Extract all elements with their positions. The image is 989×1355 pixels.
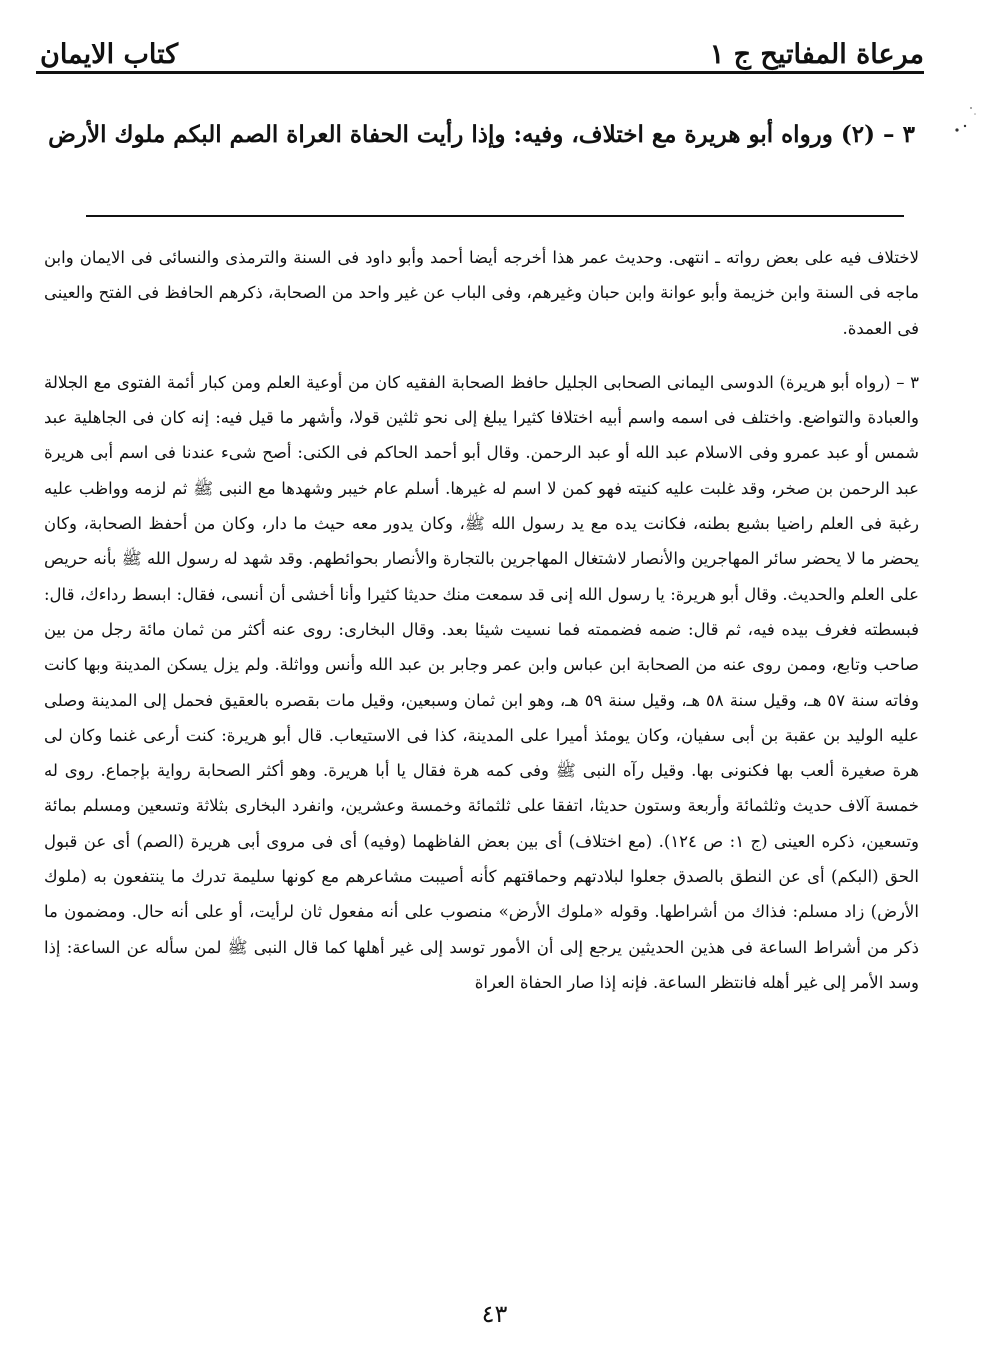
margin-specks — [951, 100, 981, 144]
hadith-text: ٣ – (٢) ورواه أبو هريرة مع اختلاف، وفيه: وإذا رأيت الحفاة العراة الصم البكم ملوك الأرض — [48, 121, 915, 148]
running-header — [40, 22, 924, 70]
hadith-rule — [86, 215, 904, 217]
header-rule — [36, 71, 924, 74]
commentary — [44, 240, 919, 1000]
scan-specks-graphic — [951, 100, 981, 140]
book-title: مرعاة المفاتيح ج ١ — [709, 39, 924, 70]
commentary-paragraph-2: ٣ – (رواه أبو هريرة) الدوسى اليمانى الصحابى الجليل حافظ الصحابة الفقيه كان من أوعية العلم ومن كبار أئمة الفتوى مع الجلالة والعبادة والتواضع. واختلف فى اسمه واسم أبيه اختلافا كثيرا يبلغ إلى نحو ثلثين قولا، وأشهر ما قيل فيه: إنه كان فى الجاهلية عبد شمس أو عبد عمرو وفى الاسلام عبد الله أو عبد الرحمن. وقال أبو أحمد الحاكم فى الكنى: أصح شىء عندنا فى اسم أبى هريرة عبد الرحمن بن صخر، وقد غلبت عليه كنيته فهو كمن لا اسم له غيرها. أسلم عام خيبر وشهدها مع النبى ﷺ ثم لزمه وواظب عليه رغبة فى العلم راضيا بشبع بطنه، فكانت يده مع يد رسول الله ﷺ، وكان يدور معه حيث ما دار، وكان من أحفظ الصحابة، وكان يحضر ما لا يحضر سائر المهاجرين والأنصار لاشتغال المهاجرين بالتجارة والأنصار بحوائطهم. وقد شهد له رسول الله ﷺ بأنه حريص على العلم والحديث. وقال أبو هريرة: يا رسول الله إنى قد سمعت منك حديثا كثيرا وأنا أخشى أن أنسى، فقال: ابسط رداءك، قال: فبسطته فغرف بيده فيه، ثم قال: ضمه فضممته فما نسيت شيئا بعد. وقال البخارى: روى عنه أكثر من ثمان مائة رجل من بين صاحب وتابع، وممن روى عنه من الصحابة ابن عباس وابن عمر وجابر بن عبد الله وأنس وواثلة. ولم يزل يسكن المدينة وبها كانت وفاته سنة ٥٧ هـ، وقيل سنة ٥٨ هـ، وقيل سنة ٥٩ هـ، وهو ابن ثمان وسبعين، وقيل مات بقصره بالعقيق فحمل إلى المدينة وصلى عليه الوليد بن عقبة بن أبى سفيان، وكان يومئذ أميرا على المدينة، كذا فى الاستيعاب. قال أبو هريرة: كنت أرعى غنما وكان لى هرة صغيرة ألعب بها فكنونى بها. وقيل رآه النبى ﷺ وفى كمه هرة فقال يا أبا هريرة. وهو أكثر الصحابة رواية بإجماع. روى له خمسة آلاف حديث وثلثمائة وأربعة وستون حديثا، اتفقا على ثلثمائة وخمسة وعشرين، وانفرد البخارى بثلاثة وتسعين ومسلم بمائة وتسعين، ذكره العينى (ج ١: ص ١٢٤). (مع اختلاف) أى بين بعض الفاظهما (وفيه) أى فى مروى أبى هريرة (الصم) أى عن قبول الحق (البكم) أى عن النطق بالصدق جعلوا لبلادتهم وحماقتهم كأنه أصيبت مشاعرهم مع كونها سليمة تدرك ما ينتفعون به (ملوك الأرض) زاد مسلم: فذاك من أشراطها. وقوله «ملوك الأرض» منصوب على أنه مفعول ثان لرأيت، أو على أنه حال. ومضمون ما ذكر من أشراط الساعة فى هذين الحديثين يرجع إلى أن الأمور توسد إلى غير أهلها كما قال النبى ﷺ لمن سأله عن الساعة: إذا وسد الأمر إلى غير أهله فانتظر الساعة. فإنه إذا صار الحفاة العراة — [44, 372, 920, 992]
commentary-paragraph-1: لاختلاف فيه على بعض رواته ـ انتهى. وحديث عمر هذا أخرجه أيضا أحمد وأبو داود فى السنة والترمذى والنسائى فى الايمان وابن ماجه فى السنة وابن خزيمة وأبو عوانة وابن حبان وغيرهم، وفى الباب عن غير واحد من الصحابة، ذكرهم الحافظ فى الفتح والعينى فى العمدة. — [44, 248, 919, 338]
page-number: ٤٣ — [481, 1300, 508, 1328]
chapter-title: كتاب الايمان — [40, 39, 179, 70]
